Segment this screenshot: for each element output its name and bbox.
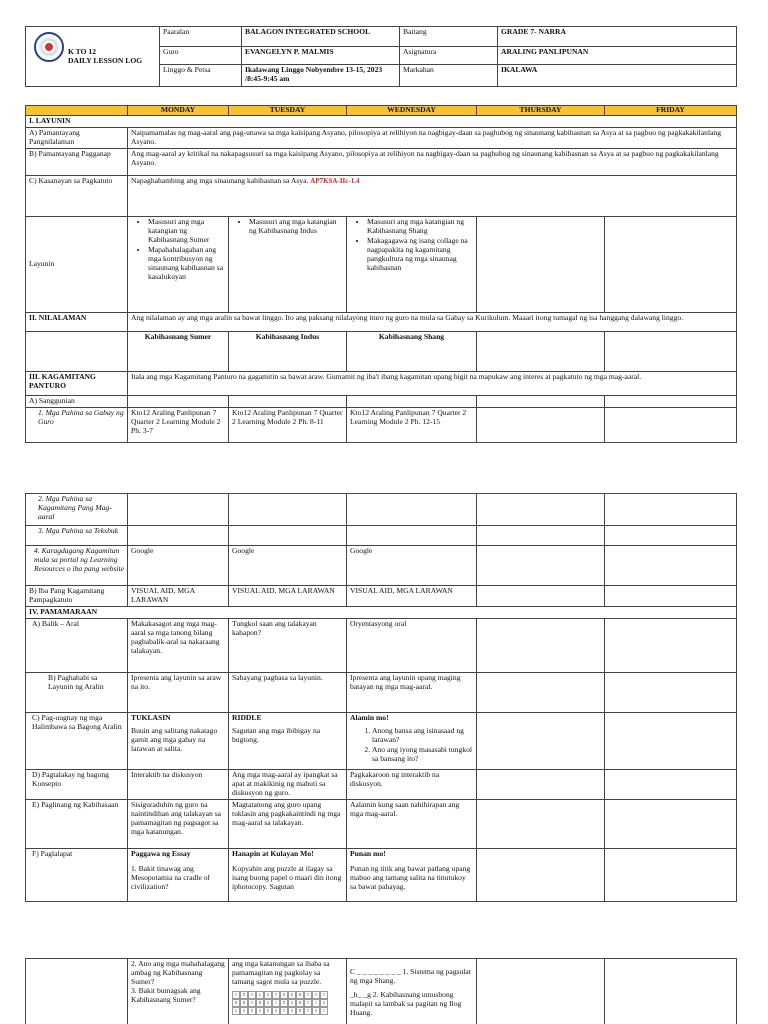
puzzle-cell: A [264, 991, 272, 999]
paglinang-monday: Sisiguraduhin ng guro na naintindihan ang talakayan sa pamamagitan ng pagsagot sa mga katanungan. [128, 799, 229, 848]
materials-wednesday: VISUAL AID, MGA LARAWAN [347, 586, 477, 607]
row-label: 2. Mga Pahina sa Kagamitang Pang Mag-aaral [26, 494, 128, 526]
paglalapat-monday: Paggawa ng Essay 1. Bakit tinawag ang Mesopotamia na cradle of civilization? [128, 848, 229, 901]
header-label: Linggo & Petsa [160, 65, 242, 87]
row-label: Layunin [26, 216, 128, 312]
puzzle-cell: D [240, 991, 248, 999]
row-label: B) Iba Pang Kagamitang Pampagkatuto [26, 586, 128, 607]
header-value: ARALING PANLIPUNAN [498, 47, 737, 65]
puzzle-cell: E [264, 1007, 272, 1015]
header-value: EVANGELYN P. MALMIS [242, 47, 400, 65]
balik-aral-wednesday: Oryentasyong oral [347, 618, 477, 672]
gabay-monday: Kto12 Araling Panlipunan 7 Quarter 2 Learning Module 2 Ph. 3-7 [128, 407, 229, 442]
header-label: Paaralan [160, 27, 242, 47]
paglalapat-cont-tuesday: ang mga katanungan sa ibaba sa pamamagitan ng pagkulay sa tamang sagot mula sa puzzle. C D O L A V N E H T O T R B O B A I D A H T I A L A E A E A T A R T S C [229, 959, 347, 1024]
puzzle-cell: D [280, 999, 288, 1007]
puzzle-cell: S [312, 1007, 320, 1015]
puzzle-cell: O [248, 991, 256, 999]
row-label: C) Pag-uugnay ng mga Halimbawa sa Bagong Aralin [26, 712, 128, 769]
row-label: 3. Mga Pahina sa Teksbuk [26, 526, 128, 546]
puzzle-cell: A [320, 999, 328, 1007]
paglinang-wednesday: Aalamin kung saan nahihirapan ang mga mag-aaral. [347, 799, 477, 848]
row-label: D) Pagtalakay ng bagong Konsepto [26, 769, 128, 799]
competency-code: AP7KSA-IIc-1.4 [310, 176, 360, 185]
puzzle-cell: T [304, 991, 312, 999]
topic-wednesday: Kabihasnang Shang [347, 331, 477, 371]
resource-wednesday: Google [347, 546, 477, 586]
puzzle-cell: E [288, 991, 296, 999]
resource-monday: Google [128, 546, 229, 586]
row-label: E) Paglinang ng Kabihasaan [26, 799, 128, 848]
puzzle-cell: H [296, 991, 304, 999]
word-puzzle [232, 991, 343, 1015]
header-value: BALAGON INTEGRATED SCHOOL [242, 27, 400, 47]
paglalapat-cont-monday: 2. Ano ang mga mahahalagang ambag ng Kabihasnang Sumer? 3. Bakit bumagsak ang Kabihasnang Sumer? [128, 959, 229, 1024]
header-value: Ikalawang Linggo Nobyembre 13-15, 2023 /8:45-9:45 am [242, 65, 400, 87]
puzzle-cell: A [288, 999, 296, 1007]
puzzle-cell: C [320, 1007, 328, 1015]
day-friday: FRIDAY [605, 106, 737, 116]
topic-monday: Kabihasnang Sumer [128, 331, 229, 371]
row-text: Napaghahambing ang mga sinaunang kabihasnan sa Asya. AP7KSA-IIc-1.4 [128, 175, 737, 216]
pagtalakay-wednesday: Pagkakaroon ng interaktib na diskusyon. [347, 769, 477, 799]
section-layunin: I. LAYUNIN [26, 116, 737, 128]
row-label: A) Sanggunian [26, 395, 128, 407]
puzzle-cell: R [296, 1007, 304, 1015]
day-monday: MONDAY [128, 106, 229, 116]
row-label: 4. Karagdagang Kagamitan mula sa portal ng Learning Resources o iba pang website [26, 546, 128, 586]
header-table [25, 26, 737, 87]
row-text: Itala ang mga Kagamitang Panturo na gagamitin sa bawat araw. Gumamit ng iba't ibang kagamitan upang higit na mapukaw ang interes at pagkatuto ng mga mag-aaral. [128, 371, 737, 395]
puzzle-cell: I [312, 999, 320, 1007]
paglalapat-cont-wednesday: C _ _ _ _ _ _ _ _ 1. Sistema ng pagsulat ng mga Shang. _h_ _g 2. Kabihasnang umusbong malapit sa lambak sa pagitan ng Ilog Huang. [347, 959, 477, 1024]
topic-tuesday: Kabihasnang Indus [229, 331, 347, 371]
log-title: K TO 12 DAILY LESSON LOG [26, 27, 160, 87]
layunin-tuesday: • Masusuri ang mga katangian ng Kabihasnang Indus [229, 216, 347, 312]
puzzle-cell: L [232, 1007, 240, 1015]
header-label: Asignatura [400, 47, 498, 65]
puzzle-cell: O [248, 999, 256, 1007]
section-kagamitan: III. KAGAMITANG PANTURO [26, 371, 128, 395]
row-text: Naipamamalas ng mag-aaral ang pag-unawa sa mga kaisipang Asyano, pilosopiya at relihiyon na nagbigay-daan sa paghubog ng sinaunang kabihasnan sa Asya at sa pagbuo ng pagkakakilanlang Asyano. [128, 127, 737, 148]
paghahabi-monday: Ipresenta ang layunin sa araw na ito. [128, 672, 229, 712]
pagtalakay-monday: Interaktib na diskusyon [128, 769, 229, 799]
puzzle-cell: T [304, 999, 312, 1007]
header-label: Guro [160, 47, 242, 65]
puzzle-cell: L [256, 991, 264, 999]
puzzle-cell: B [240, 999, 248, 1007]
balik-aral-monday: Makakasagot ang mga mag-aaral sa mga tanong bilang pagbabalik-aral sa nakaraang talakayan. [128, 618, 229, 672]
puzzle-cell: B [256, 999, 264, 1007]
lesson-table-part1 [25, 105, 737, 443]
row-label: F) Paglalapat [26, 848, 128, 901]
balik-aral-tuesday: Tungkol saan ang talakayan kahapon? [229, 618, 347, 672]
pagtalakay-tuesday: Ang mga mag-aaral ay ipangkat sa apat at makikinig ng mabuti sa diskusyon ng guro. [229, 769, 347, 799]
materials-monday: VISUAL AID, MGA LARAWAN [128, 586, 229, 607]
resource-tuesday: Google [229, 546, 347, 586]
row-label: B) Paghahabi sa Layunin ng Aralin [26, 672, 128, 712]
paglinang-tuesday: Magtatanong ang guro upang tuklasin ang pagkakaintindi ng mga mag-aaral sa talakayan. [229, 799, 347, 848]
header-value: GRADE 7- NARRA [498, 27, 737, 47]
layunin-wednesday: • Masusuri ang mga katangian ng Kabihasnang Shang • Makagagawa ng isang collage na nagpapakita ng kagamitang pangkultura ng mga sinaunag kabihasnan [347, 216, 477, 312]
gabay-tuesday: Kto12 Araling Panlipunan 7 Quarter 2 Learning Module 2 Ph. 8-11 [229, 407, 347, 442]
puzzle-cell: I [272, 999, 280, 1007]
pag-uugnay-tuesday: RIDDLE Sagutan ang mga ibibigay na bugtong. [229, 712, 347, 769]
row-text: Ang mag-aaral ay kritikal na nakapagsusuri sa mga kaisipang Asyano, pilosopiya at relihiyon na nagbigay-daan sa paghubog ng sinaunang kabihasnan sa Asya at sa pagbuo ng pagkakakilanlang Asyano. [128, 148, 737, 175]
materials-tuesday: VISUAL AID, MGA LARAWAN [229, 586, 347, 607]
puzzle-cell: T [280, 1007, 288, 1015]
row-label: 1. Mga Pahina sa Gabay ng Guro [26, 407, 128, 442]
row-label: B) Pamantayang Pagganap [26, 148, 128, 175]
row-label: A) Pamantayang Pangnilalaman [26, 127, 128, 148]
pag-uugnay-monday: TUKLASIN Buuin ang salitang nakatago gamit ang mga gabay na larawan at salita. [128, 712, 229, 769]
puzzle-cell: A [256, 1007, 264, 1015]
puzzle-cell: H [296, 999, 304, 1007]
header-label: Markahan [400, 65, 498, 87]
puzzle-cell: N [280, 991, 288, 999]
row-label: C) Kasanayan sa Pagkatuto [26, 175, 128, 216]
paglalapat-tuesday: Hanapin at Kulayan Mo! Kopyahin ang puzzle at ilagay sa isang buong papel o maari din itong iphotocopy. Sagutan [229, 848, 347, 901]
header-value: IKALAWA [498, 65, 737, 87]
puzzle-cell: R [232, 999, 240, 1007]
lesson-table-part3 [25, 958, 737, 1024]
puzzle-cell: A [240, 1007, 248, 1015]
puzzle-cell: T [304, 1007, 312, 1015]
pag-uugnay-wednesday: Alamin mo! 1. Anong bansa ang isinasaad ng larawan? 2. Ano ang iyong masasabi tungkol sa bansang ito? [347, 712, 477, 769]
puzzle-cell: C [232, 991, 240, 999]
section-pamamaraan: IV. PAMAMARAAN [26, 606, 737, 618]
puzzle-cell: A [272, 1007, 280, 1015]
paghahabi-tuesday: Sabayang pagbasa sa layunin. [229, 672, 347, 712]
puzzle-cell: O [312, 991, 320, 999]
puzzle-cell: A [288, 1007, 296, 1015]
section-nilalaman: II. NILALAMAN [26, 312, 128, 331]
row-label: A) Balik – Aral [26, 618, 128, 672]
puzzle-cell: E [248, 1007, 256, 1015]
puzzle-cell: A [264, 999, 272, 1007]
layunin-monday: • Masusuri ang mga katangian ng Kabihasnang Sumer • Mapahahalagahan ang mga kontribusyon ng sinaunang kabihasnan sa kasalukuyan [128, 216, 229, 312]
paghahabi-wednesday: Ipresenta ang layunin upang maging batayan ng mga mag-aaral. [347, 672, 477, 712]
paglalapat-wednesday: Punan mo! Punan ng titik ang bawat patlang upang mabuo ang tamang salita na tinutukoy sa bawat pahayag. [347, 848, 477, 901]
puzzle-cell: V [272, 991, 280, 999]
gabay-wednesday: Kto12 Araling Panlipunan 7 Quarter 2 Learning Module 2 Ph. 12-15 [347, 407, 477, 442]
puzzle-cell: T [320, 991, 328, 999]
lesson-table-part2 [25, 493, 737, 902]
day-tuesday: TUESDAY [229, 106, 347, 116]
day-thursday: THURSDAY [477, 106, 605, 116]
header-label: Baitang [400, 27, 498, 47]
row-text: Ang nilalaman ay ang mga aralin sa bawat linggo. Ito ang paksang nilalayong ituro ng guro na mula sa Gabay sa Kurikulum. Maaari itong tumagal ng isa hanggang dalawang linggo. [128, 312, 737, 331]
day-wednesday: WEDNESDAY [347, 106, 477, 116]
